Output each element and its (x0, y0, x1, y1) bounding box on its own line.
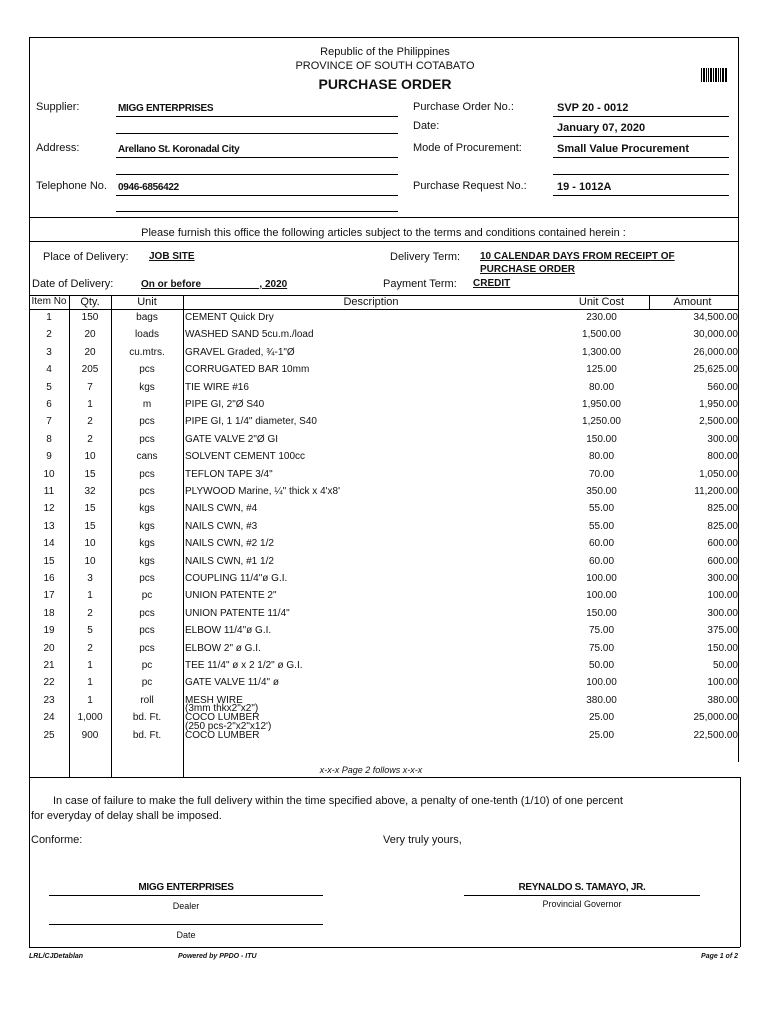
signature-date-label: Date (176, 930, 196, 940)
instructions-bottom-rule (29, 241, 738, 242)
telephone-label: Telephone No. (36, 180, 107, 192)
description-cell: WASHED SAND 5cu.m./load (185, 329, 314, 341)
description-cell: COCO LUMBER (185, 729, 260, 741)
table-row (29, 397, 738, 414)
unit-cost-cell: 80.00 (588, 451, 615, 463)
table-row (29, 519, 738, 536)
mode-label: Mode of Procurement: (413, 142, 522, 154)
unit-cost-cell: 150.00 (586, 433, 617, 445)
date-value: January 07, 2020 (557, 122, 646, 134)
unit-cost-cell: 25.00 (588, 712, 615, 724)
address-label: Address: (36, 142, 80, 154)
qty-cell: 7 (87, 381, 93, 393)
instructions-top-rule (29, 217, 738, 218)
unit-cost-cell: 75.00 (588, 625, 615, 637)
frame-right (738, 37, 739, 762)
description-note: (250 pcs-2"x2"x12') (185, 720, 272, 732)
qty-cell: 1 (87, 660, 93, 671)
header-qty: Qty. (80, 296, 100, 308)
amount-cell: 375.00 (707, 625, 738, 637)
item-no-cell: 20 (43, 642, 55, 654)
description-cell: GATE VALVE 2"Ø GI (185, 433, 279, 445)
qty-cell: 32 (84, 486, 96, 497)
penalty-box-left (29, 777, 30, 947)
description-cell: GRAVEL Graded, ¾-1"Ø (185, 346, 295, 358)
description-cell: NAILS CWN, #1 1/2 (185, 555, 274, 567)
unit-cell: pcs (139, 468, 155, 480)
unit-cost-cell: 80.00 (588, 381, 615, 393)
amount-cell: 50.00 (712, 660, 738, 671)
table-row (29, 362, 738, 379)
unit-cost-cell: 100.00 (586, 573, 617, 584)
item-no-cell: 23 (43, 694, 55, 706)
header-line2: PROVINCE OF SOUTH COTABATO (295, 60, 475, 72)
table-row (29, 623, 738, 640)
header-line1: Republic of the Philippines (320, 46, 450, 58)
table-row (29, 432, 738, 449)
payment-value: CREDIT (473, 278, 511, 289)
amount-cell: 30,000.00 (693, 329, 738, 341)
amount-cell: 825.00 (707, 520, 738, 532)
unit-cell: bd. Ft. (132, 729, 162, 741)
item-no-cell: 11 (43, 486, 55, 497)
qty-cell: 900 (81, 729, 99, 741)
amount-cell: 34,500.00 (693, 312, 738, 323)
description-cell: UNION PATENTE 11/4" (185, 607, 290, 619)
item-no-cell: 25 (43, 729, 55, 741)
amount-cell: 825.00 (707, 503, 738, 515)
mode-underline-2 (553, 174, 729, 175)
amount-cell: 600.00 (707, 555, 738, 567)
table-row (29, 380, 738, 397)
amount-cell: 300.00 (707, 607, 738, 619)
telephone-underline (116, 195, 398, 196)
address-underline (116, 157, 398, 158)
delivery-term-label: Delivery Term: (390, 251, 461, 263)
item-no-cell: 12 (43, 503, 55, 515)
qty-cell: 3 (87, 573, 93, 584)
footer-left: LRL/CJDetablan (29, 953, 84, 960)
po-value: SVP 20 - 0012 (557, 102, 629, 114)
unit-cost-cell: 55.00 (588, 520, 615, 532)
item-no-cell: 3 (46, 346, 52, 358)
header-unit-cost: Unit Cost (578, 296, 625, 308)
item-no-cell: 7 (46, 416, 52, 428)
unit-cost-cell: 50.00 (588, 660, 615, 671)
table-row (29, 345, 738, 362)
pr-label: Purchase Request No.: (413, 180, 527, 192)
item-no-cell: 24 (43, 712, 55, 724)
amount-cell: 100.00 (707, 677, 738, 689)
qty-cell: 1 (87, 399, 93, 410)
amount-cell: 11,200.00 (694, 486, 738, 497)
address-value: Arellano St. Koronadal City (118, 144, 240, 155)
description-note: (3mm thkx2"x2") (185, 703, 259, 715)
qty-cell: 10 (84, 555, 96, 567)
qty-cell: 2 (87, 416, 93, 428)
item-no-cell: 5 (46, 381, 52, 393)
col-sep-4 (649, 295, 650, 309)
table-row (29, 693, 738, 710)
place-value: JOB SITE (149, 251, 195, 262)
item-no-cell: 17 (43, 590, 55, 602)
penalty-box-right (740, 777, 741, 947)
amount-cell: 300.00 (707, 433, 738, 445)
table-row (29, 588, 738, 605)
table-row (29, 554, 738, 571)
qty-cell: 1 (87, 590, 93, 602)
description-cell: MESH WIRE (185, 694, 243, 706)
date-underline (553, 136, 729, 137)
unit-cost-cell: 350.00 (586, 486, 617, 497)
date-signature-line (49, 924, 323, 925)
supplier-label: Supplier: (36, 101, 80, 113)
continuation-note: x-x-x Page 2 follows x-x-x (319, 765, 423, 775)
qty-cell: 2 (87, 642, 93, 654)
qty-cell: 15 (84, 468, 96, 480)
unit-cell: pcs (139, 607, 155, 619)
qty-cell: 10 (84, 538, 96, 550)
table-row (29, 501, 738, 518)
description-cell: ELBOW 11/4"ø G.I. (185, 625, 272, 637)
amount-cell: 380.00 (707, 694, 738, 706)
qty-cell: 1 (87, 677, 93, 689)
penalty-line1: In case of failure to make the full delivery within the time specified above, a penalty of one-tenth (1/10) of one percent (53, 795, 623, 807)
unit-cell: pc (141, 677, 153, 689)
pr-underline (553, 195, 729, 196)
amount-cell: 25,000.00 (693, 712, 738, 724)
table-row (29, 484, 738, 501)
unit-cell: pc (141, 660, 153, 671)
penalty-line2: for everyday of delay shall be imposed. (31, 810, 222, 822)
unit-cost-cell: 1,300.00 (582, 346, 621, 358)
conforme-label: Conforme: (31, 834, 83, 846)
table-row (29, 728, 738, 745)
date-label: Date: (413, 120, 440, 132)
unit-cost-cell: 1,950.00 (582, 399, 621, 410)
unit-cost-cell: 150.00 (586, 607, 617, 619)
header-unit: Unit (137, 296, 157, 308)
description-cell: CORRUGATED BAR 10mm (185, 364, 310, 376)
description-cell: ELBOW 2" ø G.I. (185, 642, 261, 654)
amount-cell: 600.00 (707, 538, 738, 550)
amount-cell: 800.00 (707, 451, 738, 463)
unit-cell: roll (140, 694, 154, 706)
qty-cell: 1,000 (77, 712, 103, 724)
table-row (29, 606, 738, 623)
amount-cell: 1,950.00 (699, 399, 738, 410)
telephone-value: 0946-6856422 (118, 182, 179, 193)
table-row (29, 310, 738, 327)
amount-cell: 26,000.00 (693, 346, 738, 358)
unit-cost-cell: 60.00 (588, 555, 615, 567)
amount-cell: 100.00 (707, 590, 738, 602)
address-underline-2 (116, 174, 398, 175)
pr-value: 19 - 1012A (557, 181, 612, 193)
item-no-cell: 18 (43, 607, 55, 619)
amount-cell: 2,500.00 (699, 416, 738, 428)
unit-cost-cell: 1,500.00 (582, 329, 621, 341)
description-cell: NAILS CWN, #3 (185, 520, 258, 532)
unit-cost-cell: 60.00 (588, 538, 615, 550)
official-name: REYNALDO S. TAMAYO, JR. (518, 882, 646, 893)
description-cell: SOLVENT CEMENT 100cc (185, 451, 306, 463)
unit-cost-cell: 75.00 (588, 642, 615, 654)
table-row (29, 675, 738, 692)
penalty-box-top (29, 777, 740, 778)
unit-cell: kgs (139, 555, 155, 567)
qty-cell: 15 (84, 520, 96, 532)
unit-cell: pc (141, 590, 153, 602)
delivery-date-label: Date of Delivery: (32, 278, 114, 290)
supplier-value: MIGG ENTERPRISES (118, 103, 214, 114)
header-amount: Amount (673, 296, 712, 308)
description-cell: PIPE GI, 2"Ø S40 (185, 399, 265, 410)
unit-cell: pcs (139, 433, 155, 445)
header-item-no: Item No (31, 296, 67, 307)
item-no-cell: 10 (43, 468, 55, 480)
unit-cell: kgs (139, 538, 155, 550)
qty-cell: 150 (81, 312, 99, 323)
dealer-name: MIGG ENTERPRISES (138, 882, 234, 893)
delivery-date-value: On or before __________, 2020 (141, 279, 288, 290)
dealer-label: Dealer (172, 901, 200, 911)
official-title: Provincial Governor (542, 899, 622, 909)
unit-cost-cell: 25.00 (588, 729, 615, 741)
amount-cell: 150.00 (707, 642, 738, 654)
dealer-signature-line (49, 895, 323, 896)
amount-cell: 560.00 (707, 381, 738, 393)
item-no-cell: 22 (43, 677, 55, 689)
table-row (29, 658, 738, 675)
table-row (29, 449, 738, 466)
mode-underline (553, 157, 729, 158)
item-no-cell: 14 (43, 538, 55, 550)
item-no-cell: 8 (46, 433, 52, 445)
item-no-cell: 2 (46, 329, 52, 341)
supplier-underline-2 (116, 133, 398, 134)
qty-cell: 2 (87, 607, 93, 619)
unit-cell: kgs (139, 520, 155, 532)
qty-cell: 20 (84, 329, 96, 341)
item-no-cell: 21 (43, 660, 55, 671)
qty-cell: 5 (87, 625, 93, 637)
description-cell: TIE WIRE #16 (185, 381, 249, 393)
header-description: Description (343, 296, 399, 308)
description-cell: UNION PATENTE 2" (185, 590, 277, 602)
qty-cell: 1 (87, 694, 93, 706)
unit-cost-cell: 100.00 (586, 590, 617, 602)
table-row (29, 536, 738, 553)
unit-cell: bd. Ft. (132, 712, 162, 724)
unit-cost-cell: 100.00 (586, 677, 617, 689)
unit-cell: pcs (139, 642, 155, 654)
item-no-cell: 6 (46, 399, 52, 410)
description-cell: PIPE GI, 1 1/4" diameter, S40 (185, 416, 317, 428)
table-row (29, 710, 738, 727)
unit-cell: pcs (139, 416, 155, 428)
unit-cell: pcs (139, 625, 155, 637)
place-label: Place of Delivery: (43, 251, 129, 263)
delivery-term-line1: 10 CALENDAR DAYS FROM RECEIPT OF (480, 251, 675, 262)
instructions-text: Please furnish this office the following articles subject to the terms and conditions contained herein : (141, 227, 626, 239)
unit-cell: m (142, 399, 152, 410)
item-no-cell: 13 (43, 520, 55, 532)
description-cell: PLYWOOD Marine, ¼" thick x 4'x8' (185, 486, 341, 497)
po-underline (553, 116, 729, 117)
qty-cell: 205 (81, 364, 99, 376)
table-row (29, 327, 738, 344)
item-no-cell: 16 (43, 573, 55, 584)
description-cell: COCO LUMBER (185, 712, 260, 724)
unit-cost-cell: 70.00 (588, 468, 615, 480)
unit-cost-cell: 55.00 (588, 503, 615, 515)
delivery-term-line2: PURCHASE ORDER (480, 264, 576, 275)
description-cell: NAILS CWN, #2 1/2 (185, 538, 274, 550)
unit-cell: pcs (139, 364, 155, 376)
description-cell: TEE 11/4" ø x 2 1/2" ø G.I. (185, 660, 303, 671)
item-no-cell: 19 (43, 625, 55, 637)
amount-cell: 300.00 (707, 573, 738, 584)
table-row (29, 641, 738, 658)
qty-cell: 15 (84, 503, 96, 515)
footer-center: Powered by PPDO - ITU (178, 953, 257, 960)
description-cell: CEMENT Quick Dry (185, 312, 274, 323)
item-no-cell: 4 (46, 364, 52, 376)
amount-cell: 22,500.00 (693, 729, 738, 741)
penalty-box-bottom (29, 947, 740, 948)
item-no-cell: 9 (46, 451, 52, 463)
unit-cell: kgs (139, 381, 155, 393)
qty-cell: 20 (84, 346, 96, 358)
unit-cell: bags (136, 312, 158, 323)
table-row (29, 467, 738, 484)
qty-cell: 2 (87, 433, 93, 445)
table-row (29, 571, 738, 588)
footer-page-number: Page 1 of 2 (701, 953, 738, 960)
description-cell: GATE VALVE 11/4" ø (185, 677, 279, 689)
po-label: Purchase Order No.: (413, 101, 514, 113)
barcode-icon (701, 68, 727, 82)
mode-value: Small Value Procurement (557, 143, 690, 155)
description-cell: COUPLING 11/4"ø G.I. (185, 573, 288, 584)
unit-cell: loads (135, 329, 159, 341)
qty-cell: 10 (84, 451, 96, 463)
table-row (29, 414, 738, 431)
unit-cost-cell: 1,250.00 (582, 416, 621, 428)
item-no-cell: 15 (43, 555, 55, 567)
unit-cost-cell: 125.00 (586, 364, 617, 376)
supplier-underline (116, 116, 398, 117)
unit-cell: cans (136, 451, 158, 463)
payment-label: Payment Term: (383, 278, 457, 290)
unit-cell: cu.mtrs. (129, 346, 165, 358)
unit-cell: kgs (139, 503, 155, 515)
unit-cost-cell: 380.00 (586, 694, 617, 706)
unit-cost-cell: 230.00 (586, 312, 617, 323)
amount-cell: 25,625.00 (693, 364, 738, 376)
description-cell: NAILS CWN, #4 (185, 503, 258, 515)
telephone-underline-2 (116, 211, 398, 212)
description-cell: TEFLON TAPE 3/4" (185, 468, 273, 480)
unit-cell: pcs (139, 486, 155, 497)
official-signature-line (464, 895, 700, 896)
item-no-cell: 1 (46, 312, 52, 323)
closing-text: Very truly yours, (383, 834, 462, 846)
page-title: PURCHASE ORDER (318, 76, 452, 92)
amount-cell: 1,050.00 (699, 468, 738, 480)
unit-cell: pcs (139, 573, 155, 584)
frame-top (29, 37, 738, 38)
